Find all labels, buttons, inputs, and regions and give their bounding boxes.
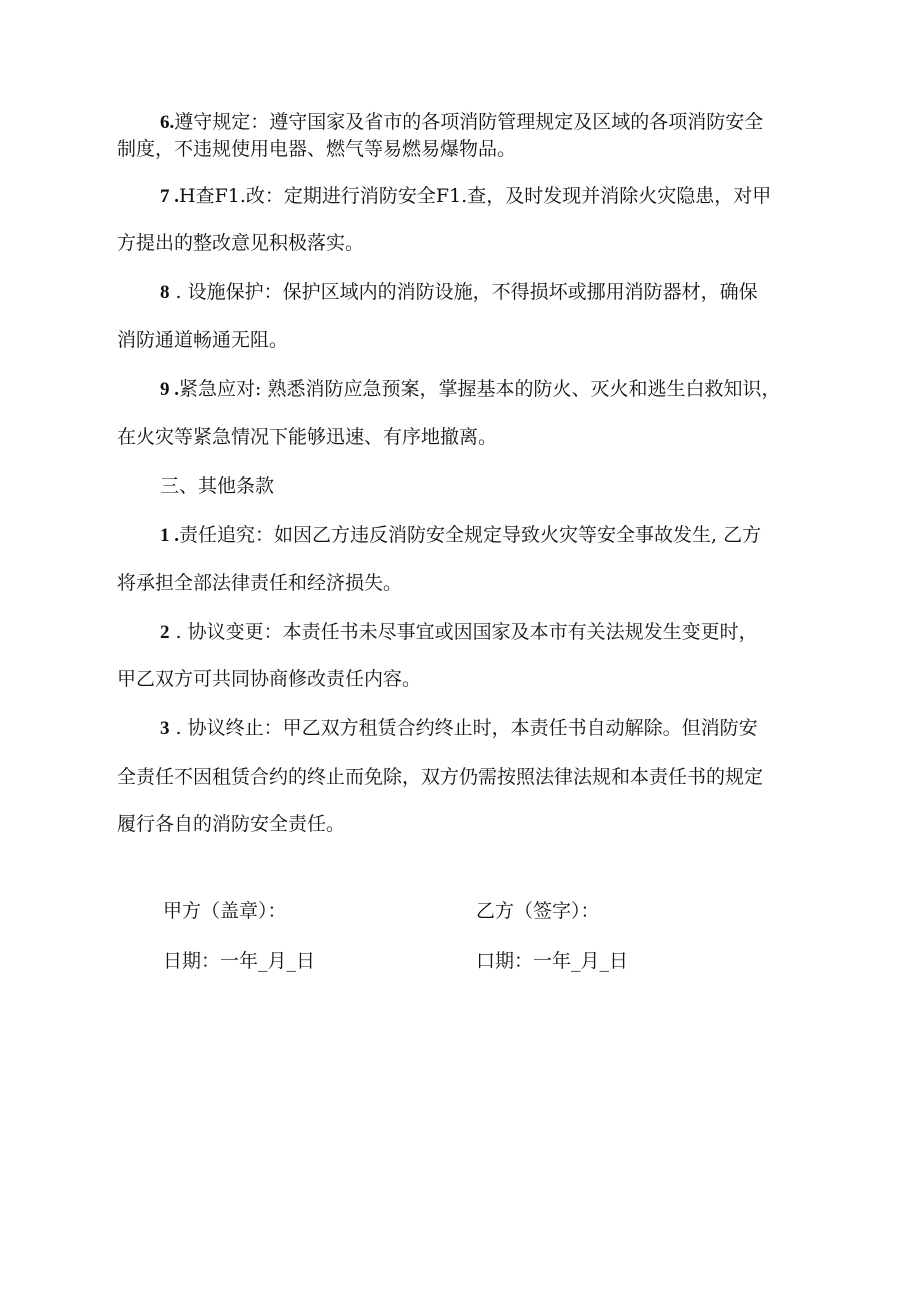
item-3-line-1	[0, 716, 920, 741]
section-heading: 三、其他条款	[160, 475, 275, 497]
item-text: . 协议变更：本责任书未尽事宜或因国家及本市有关法规发生变更时，	[169, 621, 758, 643]
clause-7-line-1	[0, 184, 920, 209]
item-3-line-2: 全责任不因租赁合约的终止而免除，双方仍需按照法律法规和本责任书的规定	[117, 766, 764, 788]
clause-9-line-2: 在火灾等紧急情况下能够迅速、有序地撤离。	[117, 426, 498, 448]
clause-text: 遵守规定：遵守国家及省市的各项消防管理规定及区域的各项消防安全	[174, 111, 764, 133]
clause-6-line-2: 制度，不违规使用电器、燃气等易燃易爆物品。	[117, 138, 517, 160]
item-number: 3	[160, 718, 170, 739]
clause-8-line-1	[0, 280, 920, 305]
item-1-line-1	[0, 523, 920, 548]
item-3-line-3: 履行各自的消防安全责任。	[117, 813, 346, 835]
clause-number: 9 .	[160, 379, 179, 400]
item-2-line-2: 甲乙双方可共同协商修改责任内容。	[117, 668, 422, 690]
party-a-seal-label: 甲方（盖章）：	[163, 900, 287, 922]
clause-number: 6.	[160, 112, 175, 133]
clause-9-line-1	[0, 377, 920, 402]
clause-number: 8	[160, 282, 170, 303]
clause-text: 紧急应对: 熟悉消防应急预案，掌握基本的防火、灭火和逃生白救知识，	[179, 378, 781, 400]
party-a-date: 日期：一年_月_日	[163, 950, 316, 972]
clause-text: H查F1.改：定期进行消防安全F1.查，及时发现并消除火灾隐患，对甲	[179, 185, 772, 207]
item-text: 责任追究：如因乙方违反消防安全规定导致火灾等安全事故发生, 乙方	[179, 524, 762, 546]
clause-8-line-2: 消防通道畅通无阻。	[117, 329, 289, 351]
clause-number: 7 .	[160, 186, 179, 207]
item-number: 2	[160, 622, 170, 643]
party-b-signature-label: 乙方（签字）：	[476, 900, 600, 922]
item-text: . 协议终止：甲乙双方租赁合约终止时，本责任书自动解除。但消防安	[169, 717, 758, 739]
clause-7-line-2: 方提出的整改意见积极落实。	[117, 232, 365, 254]
item-1-line-2: 将承担全部法律责任和经济损失。	[117, 572, 403, 594]
item-number: 1 .	[160, 525, 179, 546]
clause-text: . 设施保护：保护区域内的消防设施，不得损坏或挪用消防器材，确保	[169, 281, 758, 303]
party-b-date: 口期：一年_月_日	[476, 950, 629, 972]
item-2-line-1	[0, 620, 920, 645]
clause-6-line-1	[0, 110, 920, 135]
